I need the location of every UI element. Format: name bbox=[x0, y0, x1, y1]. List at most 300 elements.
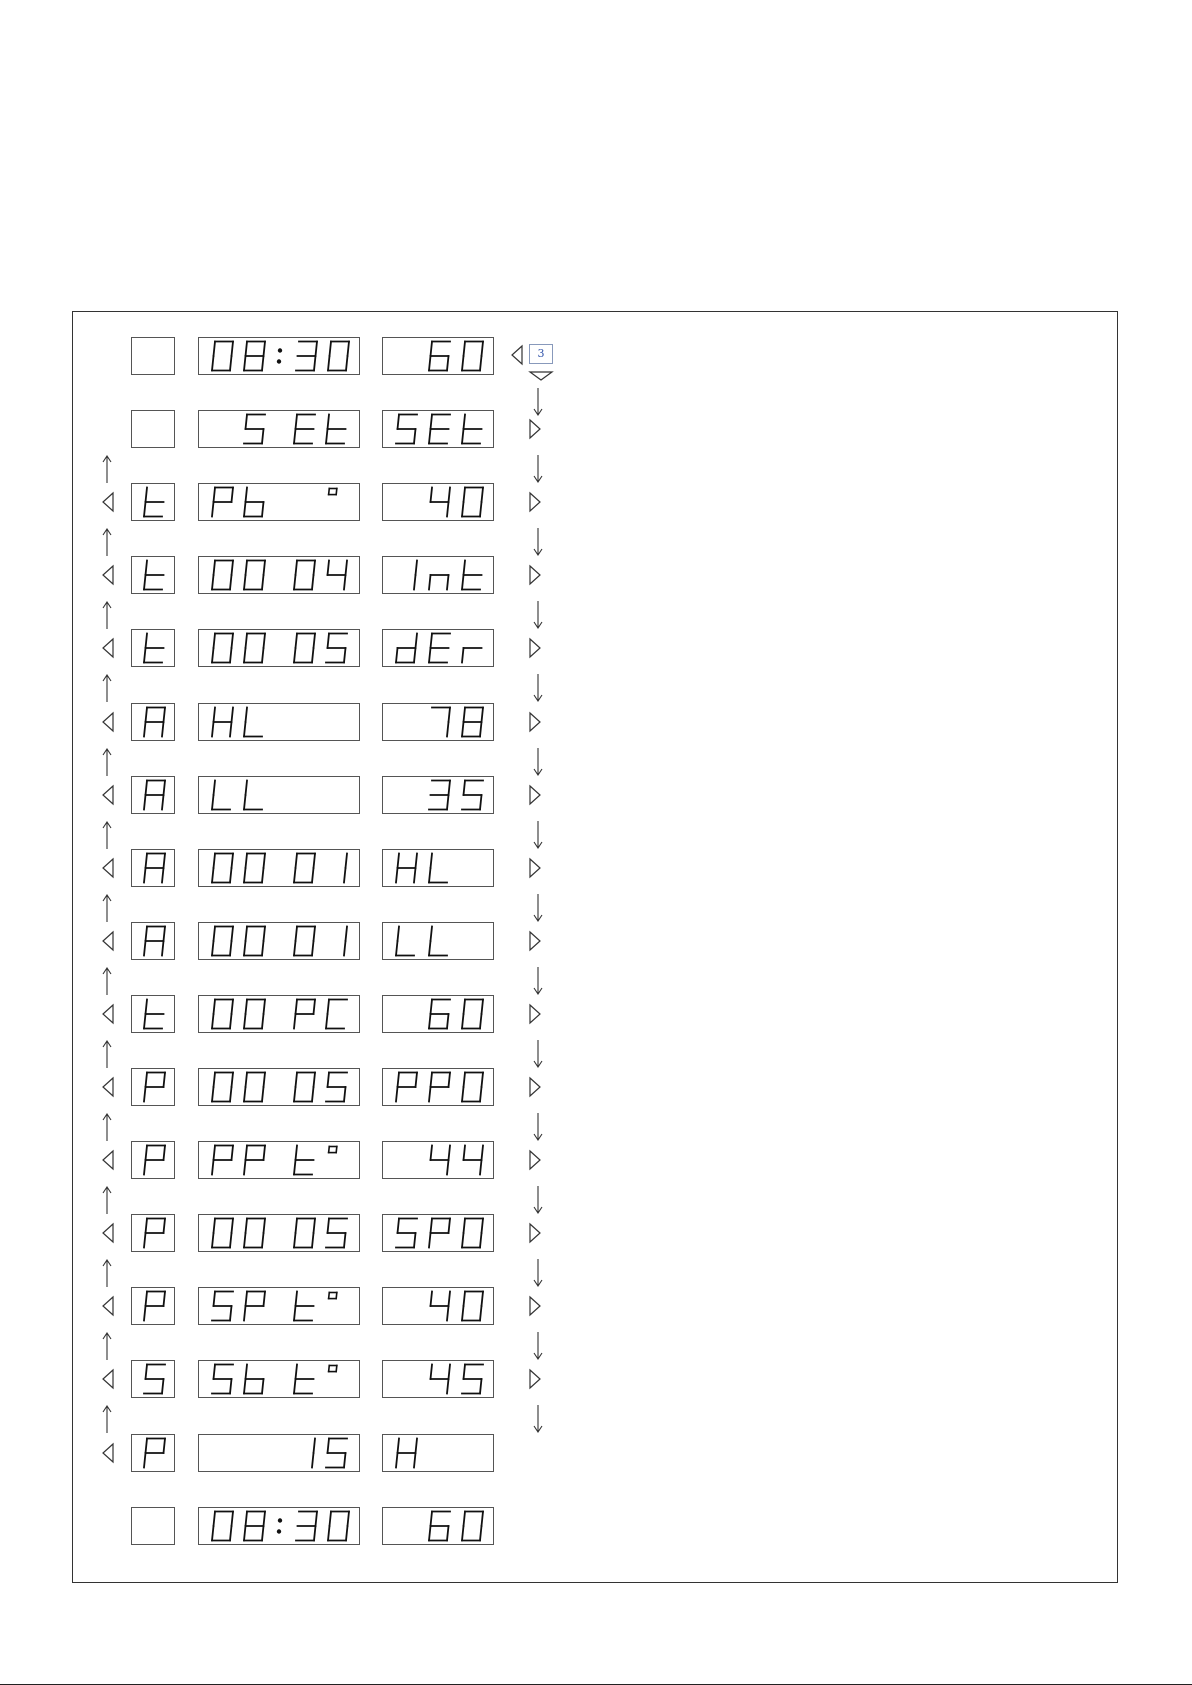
segment bbox=[164, 1219, 166, 1234]
segment bbox=[482, 1219, 484, 1234]
segment-glyph bbox=[431, 1292, 451, 1321]
segment-glyph bbox=[294, 1219, 315, 1248]
display-text: LL bbox=[383, 923, 385, 924]
display-text: Sbt° bbox=[199, 1361, 202, 1362]
segment bbox=[244, 795, 246, 810]
arrow-down-icon bbox=[532, 966, 544, 996]
segment-glyph bbox=[462, 1292, 483, 1321]
segment bbox=[429, 868, 431, 883]
segment-glyph bbox=[244, 1292, 265, 1321]
segment bbox=[396, 648, 398, 663]
display-text: 0005 bbox=[199, 1215, 202, 1216]
display-text: 0001 bbox=[199, 923, 202, 924]
display-text: HL bbox=[199, 704, 201, 705]
mode-indicator bbox=[131, 776, 175, 814]
segment bbox=[416, 1073, 418, 1088]
main-display bbox=[198, 1434, 360, 1472]
segment bbox=[246, 1292, 248, 1307]
value-display bbox=[382, 849, 494, 887]
segment-display bbox=[199, 777, 359, 813]
segment bbox=[449, 488, 451, 503]
segment bbox=[296, 1292, 298, 1307]
value-display bbox=[382, 776, 494, 814]
segment bbox=[214, 561, 216, 576]
segment bbox=[398, 415, 400, 430]
segment bbox=[244, 722, 246, 737]
segment-glyph bbox=[244, 342, 265, 371]
segment-display bbox=[383, 1142, 493, 1178]
segment bbox=[314, 927, 316, 942]
segment bbox=[296, 854, 298, 869]
segment bbox=[314, 561, 316, 576]
colon-dot bbox=[278, 1518, 282, 1522]
segment bbox=[312, 1453, 314, 1468]
segment-display bbox=[199, 1215, 359, 1251]
segment bbox=[328, 1219, 330, 1234]
segment bbox=[262, 1233, 264, 1248]
display-text: S bbox=[132, 1361, 133, 1362]
segment bbox=[264, 1000, 266, 1015]
segment bbox=[246, 781, 248, 796]
segment bbox=[164, 1292, 166, 1307]
segment bbox=[144, 575, 146, 590]
segment bbox=[232, 1146, 234, 1161]
segment bbox=[449, 1292, 451, 1307]
segment bbox=[462, 1526, 464, 1541]
segment bbox=[329, 1147, 330, 1153]
segment-glyph bbox=[396, 854, 417, 883]
segment bbox=[212, 575, 214, 590]
segment bbox=[214, 854, 216, 869]
display-text: 45 bbox=[383, 1361, 385, 1362]
segment bbox=[246, 1219, 248, 1234]
segment bbox=[264, 1292, 266, 1307]
segment-glyph bbox=[462, 1219, 483, 1248]
segment bbox=[414, 1233, 416, 1248]
main-display bbox=[198, 337, 360, 375]
segment-glyph bbox=[396, 634, 417, 663]
segment bbox=[431, 1000, 433, 1015]
segment-glyph bbox=[326, 634, 347, 663]
triangle-left-icon bbox=[101, 1003, 115, 1025]
segment bbox=[214, 1365, 216, 1380]
segment bbox=[262, 1014, 264, 1029]
segment bbox=[314, 634, 316, 649]
display-text: A bbox=[132, 850, 133, 851]
triangle-left-icon bbox=[101, 1368, 115, 1390]
segment bbox=[244, 1526, 246, 1541]
segment-glyph bbox=[212, 561, 233, 590]
segment bbox=[431, 488, 433, 503]
arrow-down-icon bbox=[532, 600, 544, 630]
segment-glyph bbox=[244, 927, 265, 956]
segment bbox=[294, 429, 296, 444]
segment-display bbox=[383, 411, 493, 447]
segment bbox=[246, 415, 248, 430]
segment bbox=[212, 1014, 214, 1029]
segment bbox=[414, 648, 416, 663]
segment bbox=[296, 1365, 298, 1380]
display-text: t bbox=[132, 630, 133, 631]
segment-glyph bbox=[329, 1147, 337, 1153]
segment bbox=[214, 781, 216, 796]
segment-display bbox=[383, 850, 493, 886]
segment-glyph bbox=[396, 1439, 417, 1468]
segment-display bbox=[132, 850, 174, 886]
segment bbox=[244, 1233, 246, 1248]
segment-glyph bbox=[431, 1365, 451, 1394]
segment bbox=[431, 1365, 433, 1380]
segment bbox=[294, 648, 296, 663]
segment-glyph bbox=[462, 415, 482, 444]
segment bbox=[296, 1000, 298, 1015]
segment bbox=[232, 561, 234, 576]
triangle-right-icon bbox=[528, 857, 542, 879]
segment bbox=[398, 1219, 400, 1234]
segment bbox=[246, 1000, 248, 1015]
segment-display bbox=[132, 777, 174, 813]
segment-glyph bbox=[329, 1366, 337, 1372]
segment bbox=[429, 1233, 431, 1248]
segment bbox=[212, 722, 214, 737]
segment-glyph bbox=[144, 1439, 165, 1468]
segment-display bbox=[199, 557, 359, 593]
segment-display bbox=[132, 1435, 174, 1471]
segment bbox=[212, 1526, 214, 1541]
segment bbox=[482, 488, 484, 503]
segment bbox=[232, 927, 234, 942]
segment-display bbox=[132, 1361, 174, 1397]
segment-glyph bbox=[244, 1512, 265, 1541]
segment-glyph bbox=[462, 1000, 483, 1029]
segment-glyph bbox=[212, 854, 233, 883]
segment bbox=[244, 1087, 246, 1102]
segment bbox=[328, 1526, 330, 1541]
segment bbox=[396, 941, 398, 956]
segment bbox=[462, 502, 464, 517]
triangle-right-icon bbox=[528, 637, 542, 659]
segment bbox=[464, 488, 466, 503]
segment bbox=[146, 1000, 148, 1015]
segment-glyph bbox=[462, 781, 483, 810]
segment bbox=[230, 648, 232, 663]
segment bbox=[246, 342, 248, 357]
segment bbox=[328, 356, 330, 371]
segment bbox=[464, 708, 466, 723]
segment-display bbox=[383, 1435, 493, 1471]
triangle-right-icon bbox=[528, 1003, 542, 1025]
segment bbox=[328, 561, 330, 576]
segment bbox=[232, 634, 234, 649]
segment bbox=[429, 1526, 431, 1541]
segment bbox=[328, 415, 330, 430]
segment-glyph bbox=[212, 927, 233, 956]
segment bbox=[480, 1087, 482, 1102]
segment bbox=[146, 1146, 148, 1161]
segment bbox=[462, 1087, 464, 1102]
segment bbox=[246, 927, 248, 942]
segment bbox=[398, 854, 400, 869]
arrow-up-icon bbox=[101, 454, 113, 484]
segment bbox=[416, 561, 418, 576]
arrow-up-icon bbox=[101, 1331, 113, 1361]
segment bbox=[462, 722, 464, 737]
segment bbox=[431, 854, 433, 869]
segment-glyph bbox=[326, 1219, 347, 1248]
segment bbox=[462, 429, 464, 444]
segment bbox=[144, 722, 146, 737]
segment bbox=[316, 342, 318, 357]
segment bbox=[464, 1512, 466, 1527]
segment bbox=[230, 356, 232, 371]
segment bbox=[464, 1365, 466, 1380]
segment bbox=[246, 854, 248, 869]
segment bbox=[294, 1233, 296, 1248]
segment bbox=[294, 1014, 296, 1029]
value-display bbox=[382, 556, 494, 594]
main-display bbox=[198, 1287, 360, 1325]
segment bbox=[244, 1014, 246, 1029]
segment-glyph bbox=[396, 1219, 417, 1248]
value-display bbox=[382, 1507, 494, 1545]
segment bbox=[449, 1146, 451, 1161]
triangle-right-icon bbox=[528, 491, 542, 513]
segment-glyph bbox=[462, 561, 482, 590]
segment-display bbox=[132, 630, 174, 666]
triangle-right-icon bbox=[528, 1295, 542, 1317]
segment bbox=[449, 708, 451, 723]
segment bbox=[312, 941, 314, 956]
segment bbox=[449, 1365, 451, 1380]
segment bbox=[264, 1512, 266, 1527]
segment bbox=[232, 854, 234, 869]
triangle-right-icon bbox=[528, 1076, 542, 1098]
segment bbox=[336, 489, 337, 495]
triangle-down-icon bbox=[528, 370, 554, 382]
mode-indicator bbox=[131, 1068, 175, 1106]
segment-glyph bbox=[326, 1000, 347, 1029]
triangle-right-icon bbox=[528, 564, 542, 586]
segment-glyph bbox=[462, 1073, 483, 1102]
segment bbox=[244, 941, 246, 956]
segment bbox=[146, 561, 148, 576]
segment bbox=[214, 342, 216, 357]
segment-glyph bbox=[144, 561, 164, 590]
segment-display bbox=[383, 923, 493, 959]
segment bbox=[214, 708, 216, 723]
segment-glyph bbox=[462, 1512, 483, 1541]
segment-glyph bbox=[244, 561, 265, 590]
segment bbox=[312, 1233, 314, 1248]
segment bbox=[246, 1146, 248, 1161]
segment-display bbox=[383, 338, 493, 374]
segment bbox=[336, 1147, 337, 1153]
segment bbox=[396, 1453, 398, 1468]
segment-glyph bbox=[429, 1073, 450, 1102]
segment-glyph bbox=[326, 1073, 347, 1102]
arrow-up-icon bbox=[101, 600, 113, 630]
segment-display bbox=[132, 1288, 174, 1324]
display-text: A bbox=[132, 923, 133, 924]
triangle-left-icon bbox=[101, 1076, 115, 1098]
mode-indicator bbox=[131, 1287, 175, 1325]
value-display bbox=[382, 1287, 494, 1325]
display-text: 15 bbox=[199, 1435, 201, 1436]
segment-display bbox=[383, 484, 493, 520]
segment bbox=[447, 1526, 449, 1541]
display-text: PP0 bbox=[383, 1069, 385, 1070]
arrow-up-icon bbox=[101, 1112, 113, 1142]
display-text: 60 bbox=[383, 996, 385, 997]
segment bbox=[447, 356, 449, 371]
value-display bbox=[382, 1214, 494, 1252]
segment bbox=[447, 502, 449, 517]
segment bbox=[314, 1000, 316, 1015]
segment bbox=[262, 502, 264, 517]
segment bbox=[262, 1087, 264, 1102]
segment bbox=[429, 648, 431, 663]
segment-glyph bbox=[144, 634, 164, 663]
segment-display bbox=[132, 1069, 174, 1105]
display-text: A bbox=[132, 777, 133, 778]
triangle-left-icon bbox=[101, 711, 115, 733]
segment bbox=[429, 941, 431, 956]
segment bbox=[344, 1233, 346, 1248]
segment-display bbox=[132, 1142, 174, 1178]
mode-indicator bbox=[131, 1507, 175, 1545]
segment bbox=[246, 561, 248, 576]
segment bbox=[396, 1087, 398, 1102]
segment-display bbox=[199, 923, 359, 959]
display-text: 00PC bbox=[199, 996, 202, 997]
segment bbox=[164, 927, 166, 942]
value-display bbox=[382, 410, 494, 448]
display-text: dEr bbox=[383, 630, 385, 631]
arrow-down-icon bbox=[532, 893, 544, 923]
segment bbox=[244, 575, 246, 590]
segment bbox=[328, 1073, 330, 1088]
segment bbox=[146, 1439, 148, 1454]
triangle-left-icon bbox=[101, 930, 115, 952]
segment bbox=[144, 795, 146, 810]
segment-display bbox=[199, 1508, 359, 1544]
segment-glyph bbox=[244, 781, 262, 810]
segment bbox=[162, 1379, 164, 1394]
display-text: P bbox=[132, 1288, 133, 1289]
segment bbox=[212, 648, 214, 663]
segment bbox=[162, 868, 164, 883]
mode-indicator bbox=[131, 1434, 175, 1472]
segment bbox=[264, 1219, 266, 1234]
segment-glyph bbox=[144, 1146, 165, 1175]
segment bbox=[296, 1073, 298, 1088]
segment bbox=[464, 415, 466, 430]
segment bbox=[246, 1365, 248, 1380]
display-text: 0001 bbox=[199, 850, 202, 851]
segment bbox=[414, 575, 416, 590]
segment-glyph bbox=[144, 708, 165, 737]
arrow-up-icon bbox=[101, 1258, 113, 1288]
segment bbox=[462, 648, 464, 663]
segment bbox=[431, 1219, 433, 1234]
segment bbox=[480, 1014, 482, 1029]
segment-glyph bbox=[212, 781, 230, 810]
segment bbox=[164, 708, 166, 723]
segment bbox=[482, 1292, 484, 1307]
segment bbox=[146, 634, 148, 649]
segment-glyph bbox=[462, 648, 482, 663]
segment bbox=[162, 941, 164, 956]
segment bbox=[464, 342, 466, 357]
segment bbox=[230, 1526, 232, 1541]
segment bbox=[212, 356, 214, 371]
segment-glyph bbox=[244, 488, 264, 517]
segment bbox=[346, 854, 348, 869]
segment bbox=[294, 868, 296, 883]
segment bbox=[449, 1073, 451, 1088]
display-text: P bbox=[132, 1142, 133, 1143]
segment-display bbox=[383, 1361, 493, 1397]
segment-display bbox=[383, 996, 493, 1032]
segment-display bbox=[199, 338, 359, 374]
segment-glyph bbox=[244, 634, 265, 663]
segment bbox=[414, 429, 416, 444]
segment-display bbox=[199, 630, 359, 666]
segment-display bbox=[199, 1142, 359, 1178]
display-text: 60 bbox=[383, 338, 385, 339]
segment-glyph bbox=[244, 1365, 264, 1394]
segment bbox=[294, 1160, 296, 1175]
segment-glyph bbox=[464, 1146, 484, 1175]
segment-glyph bbox=[294, 1000, 315, 1029]
display-text: H bbox=[383, 1435, 384, 1436]
segment bbox=[312, 1087, 314, 1102]
segment bbox=[214, 1146, 216, 1161]
segment-display bbox=[383, 557, 493, 593]
segment bbox=[214, 1292, 216, 1307]
triangle-left-icon bbox=[101, 637, 115, 659]
segment bbox=[264, 854, 266, 869]
mode-indicator bbox=[131, 1360, 175, 1398]
segment-display bbox=[199, 1288, 359, 1324]
arrow-down-icon bbox=[532, 1185, 544, 1215]
segment bbox=[146, 854, 148, 869]
segment bbox=[164, 781, 166, 796]
arrow-down-icon bbox=[532, 747, 544, 777]
segment bbox=[336, 1293, 337, 1299]
segment bbox=[264, 561, 266, 576]
segment bbox=[482, 1146, 484, 1161]
segment bbox=[146, 708, 148, 723]
segment-glyph bbox=[212, 634, 233, 663]
value-display bbox=[382, 629, 494, 667]
segment-glyph bbox=[328, 342, 349, 371]
display-text: P bbox=[132, 1215, 133, 1216]
segment bbox=[447, 575, 449, 590]
arrow-down-icon bbox=[532, 1331, 544, 1361]
segment bbox=[447, 795, 449, 810]
segment bbox=[144, 1160, 146, 1175]
triangle-right-icon bbox=[528, 711, 542, 733]
segment bbox=[214, 634, 216, 649]
segment bbox=[144, 502, 146, 517]
arrow-down-icon bbox=[532, 673, 544, 703]
segment bbox=[447, 1306, 449, 1321]
display-text: t bbox=[132, 996, 133, 997]
triangle-left-icon bbox=[510, 344, 524, 366]
segment bbox=[230, 722, 232, 737]
segment-glyph bbox=[212, 1365, 233, 1394]
